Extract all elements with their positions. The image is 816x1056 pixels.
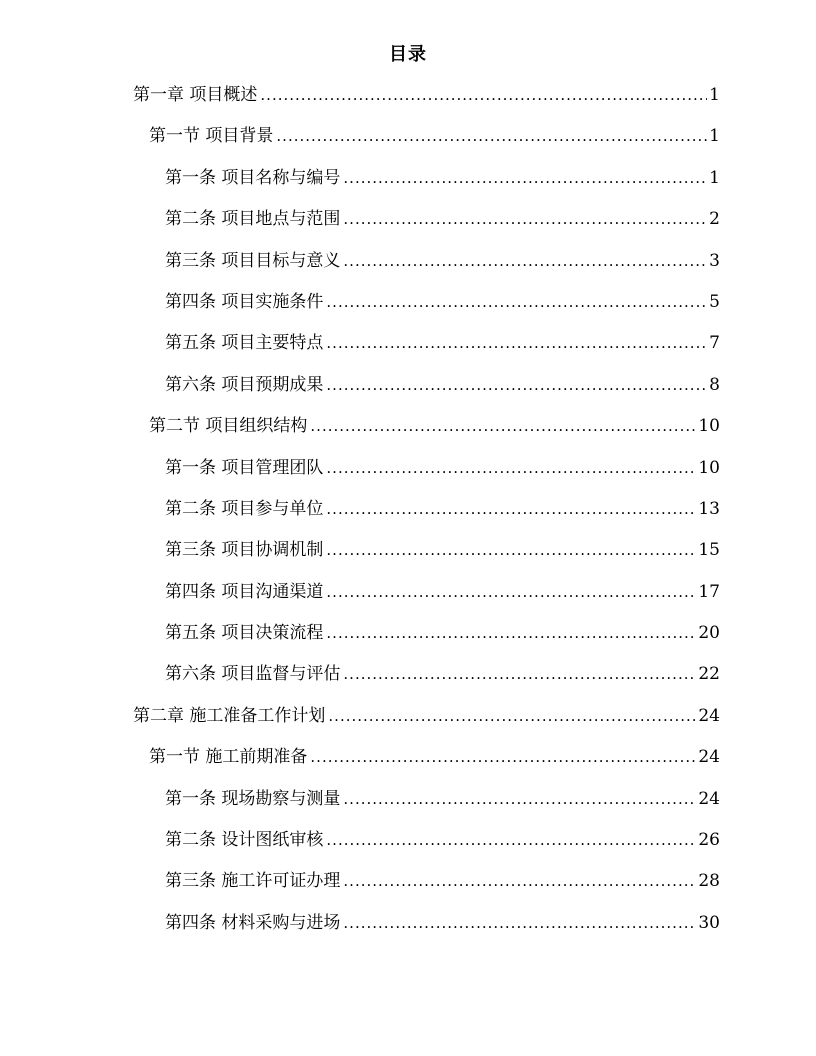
toc-entry-page: 26 (698, 830, 720, 851)
toc-entry-article[interactable] (0, 537, 816, 578)
toc-dot-leader (260, 82, 707, 108)
toc-entry-chapter[interactable] (0, 82, 816, 123)
toc-entry-article[interactable] (0, 620, 816, 661)
toc-entry-article[interactable] (0, 455, 816, 496)
toc-entry-page: 7 (709, 333, 720, 354)
toc-entry-text: 第四条 项目实施条件 (165, 291, 324, 312)
toc-entry-section[interactable] (0, 123, 816, 164)
toc-entry-chapter[interactable] (0, 703, 816, 744)
toc-dot-leader (326, 579, 696, 605)
toc-dot-leader (326, 537, 696, 563)
toc-entry-page: 10 (698, 457, 720, 478)
toc-entry-text: 第一节 项目背景 (149, 126, 274, 147)
toc-list (0, 82, 816, 951)
toc-entry-text: 第五条 项目决策流程 (165, 623, 324, 644)
toc-entry-text: 第二节 项目组织结构 (149, 416, 308, 437)
toc-dot-leader (343, 786, 696, 812)
toc-entry-text: 第一条 项目名称与编号 (165, 167, 341, 188)
toc-entry-article[interactable] (0, 372, 816, 413)
toc-dot-leader (326, 330, 707, 356)
toc-dot-leader (326, 827, 696, 853)
toc-entry-section[interactable] (0, 744, 816, 785)
toc-entry-page: 20 (698, 623, 720, 644)
toc-entry-page: 1 (709, 167, 720, 188)
toc-entry-page: 24 (698, 705, 720, 726)
toc-entry-text: 第四条 材料采购与进场 (165, 912, 341, 933)
toc-entry-page: 1 (709, 126, 720, 147)
toc-entry-text: 第三条 项目协调机制 (165, 540, 324, 561)
toc-entry-page: 13 (698, 498, 720, 519)
toc-dot-leader (326, 372, 707, 398)
toc-entry-page: 30 (698, 912, 720, 933)
toc-entry-page: 28 (698, 871, 720, 892)
toc-dot-leader (343, 868, 696, 894)
toc-entry-article[interactable] (0, 206, 816, 247)
toc-entry-page: 8 (709, 374, 720, 395)
toc-entry-article[interactable] (0, 289, 816, 330)
toc-entry-page: 10 (698, 416, 720, 437)
toc-entry-text: 第二条 项目地点与范围 (165, 209, 341, 230)
toc-entry-page: 2 (709, 209, 720, 230)
toc-dot-leader (276, 123, 707, 149)
toc-entry-page: 15 (698, 540, 720, 561)
toc-entry-text: 第六条 项目预期成果 (165, 374, 324, 395)
toc-entry-page: 1 (709, 85, 720, 105)
toc-dot-leader (310, 744, 696, 770)
toc-dot-leader (343, 206, 707, 232)
toc-dot-leader (326, 455, 696, 481)
toc-dot-leader (343, 165, 707, 191)
toc-dot-leader (343, 248, 707, 274)
toc-entry-text: 第二条 设计图纸审核 (165, 830, 324, 851)
toc-entry-text: 第一章 项目概述 (133, 85, 258, 105)
toc-entry-text: 第一条 现场勘察与测量 (165, 788, 341, 809)
toc-title: 目录 (389, 44, 427, 65)
toc-entry-article[interactable] (0, 248, 816, 289)
toc-entry-article[interactable] (0, 165, 816, 206)
toc-dot-leader (343, 661, 696, 687)
toc-entry-page: 24 (698, 747, 720, 768)
toc-dot-leader (326, 289, 707, 315)
toc-entry-text: 第一条 项目管理团队 (165, 457, 324, 478)
toc-entry-article[interactable] (0, 661, 816, 702)
toc-entry-page: 22 (698, 664, 720, 685)
toc-entry-article[interactable] (0, 786, 816, 827)
toc-entry-article[interactable] (0, 868, 816, 909)
toc-entry-text: 第四条 项目沟通渠道 (165, 581, 324, 602)
toc-entry-page: 5 (709, 291, 720, 312)
toc-entry-article[interactable] (0, 827, 816, 868)
toc-dot-leader (328, 703, 696, 729)
toc-entry-article[interactable] (0, 910, 816, 951)
toc-dot-leader (326, 496, 696, 522)
toc-dot-leader (310, 413, 696, 439)
toc-entry-page: 3 (709, 250, 720, 271)
toc-entry-text: 第一节 施工前期准备 (149, 747, 308, 768)
toc-entry-page: 17 (698, 581, 720, 602)
toc-entry-article[interactable] (0, 579, 816, 620)
toc-dot-leader (326, 620, 696, 646)
toc-entry-text: 第二条 项目参与单位 (165, 498, 324, 519)
toc-dot-leader (343, 910, 696, 936)
toc-entry-text: 第二章 施工准备工作计划 (133, 705, 326, 726)
toc-entry-text: 第五条 项目主要特点 (165, 333, 324, 354)
toc-entry-text: 第三条 施工许可证办理 (165, 871, 341, 892)
toc-entry-text: 第六条 项目监督与评估 (165, 664, 341, 685)
toc-entry-section[interactable] (0, 413, 816, 454)
toc-entry-article[interactable] (0, 496, 816, 537)
toc-entry-text: 第三条 项目目标与意义 (165, 250, 341, 271)
toc-entry-page: 24 (698, 788, 720, 809)
toc-entry-article[interactable] (0, 330, 816, 371)
